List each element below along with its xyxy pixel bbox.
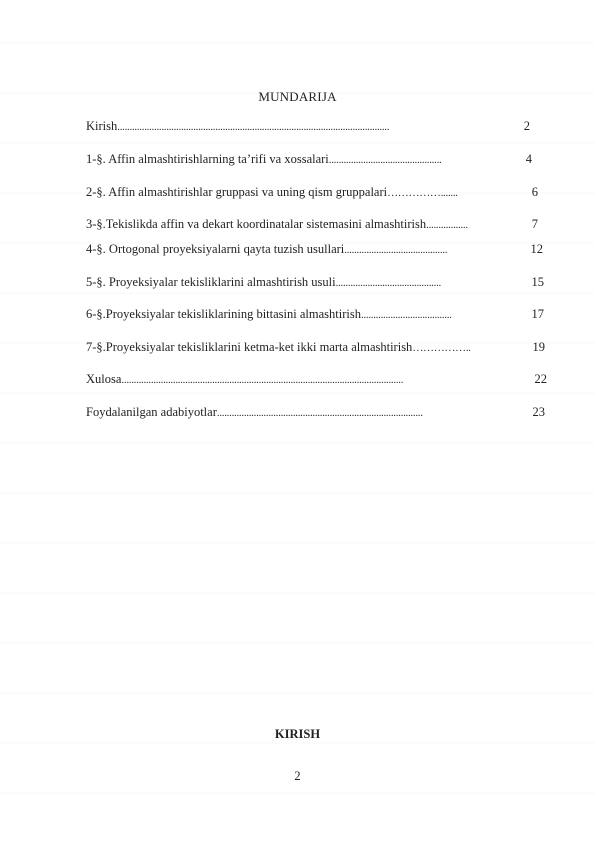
toc-entry-title: 3-§.Tekislikda affin va dekart koordinatalar sistemasini almashtirish	[86, 217, 427, 231]
toc-leader-dots: ....................................................................................	[216, 407, 423, 419]
page-number: 2	[294, 769, 301, 783]
toc-entry-title: 2-§. Affin almashtirishlar gruppasi va uning qism gruppalari	[86, 185, 388, 199]
toc-entry[interactable]	[86, 242, 543, 260]
toc-entry-title: 6-§.Proyeksiyalar tekisliklarining bittasini almashtirish	[86, 307, 361, 321]
toc-leader-dots: ...........................................	[335, 277, 441, 289]
toc-entry-title: Xulosa	[86, 372, 122, 386]
toc-leader-dots: …………….......	[387, 187, 458, 199]
toc-entry[interactable]	[86, 307, 544, 325]
toc-entry-page: 4	[525, 152, 532, 166]
toc-leader-dots: .....................................	[360, 309, 452, 321]
toc-entry-title: 4-§. Ortogonal proyeksiyalarni qayta tuzish usullari	[86, 242, 345, 256]
toc-entry-page: 6	[531, 185, 538, 199]
toc-entry[interactable]	[86, 372, 547, 390]
toc-entry-page: 7	[531, 217, 538, 231]
toc-entry[interactable]	[86, 185, 538, 203]
toc-entry-page: 17	[531, 307, 544, 321]
toc-entry-title: 5-§. Proyeksiyalar tekisliklarini almashtirish usuli	[86, 275, 336, 289]
toc-leader-dots: .................	[426, 219, 468, 231]
toc-entry[interactable]	[86, 217, 538, 235]
section-heading: KIRISH	[274, 727, 321, 741]
toc-leader-dots: ...............................................................................................................	[117, 121, 390, 133]
toc-leader-dots: ..........................................	[344, 244, 448, 256]
toc-entry[interactable]	[86, 340, 545, 358]
toc-leader-dots: ...................................................................................................................	[121, 374, 404, 386]
toc-entry-page: 22	[534, 372, 547, 386]
toc-entry-page: 23	[532, 405, 545, 419]
toc-entry-page: 2	[523, 119, 530, 133]
toc-leader-dots: ……………..	[412, 342, 471, 354]
toc-entry-title: 1-§. Affin almashtirishlarning ta’rifi va xossalari	[86, 152, 329, 166]
toc-entry-page: 19	[532, 340, 545, 354]
toc-entry-page: 15	[531, 275, 544, 289]
toc-entry-page: 12	[530, 242, 543, 256]
toc-leader-dots: ..............................................	[328, 154, 442, 166]
toc-entry[interactable]	[86, 119, 530, 137]
toc-entry[interactable]	[86, 152, 532, 170]
page-title: MUNDARIJA	[258, 89, 337, 104]
toc-entry-title: Kirish	[86, 119, 118, 133]
toc-entry[interactable]	[86, 275, 544, 293]
toc-entry-title: 7-§.Proyeksiyalar tekisliklarini ketma-ket ikki marta almashtirish	[86, 340, 413, 354]
toc-entry-title: Foydalanilgan adabiyotlar	[86, 405, 217, 419]
toc-entry[interactable]	[86, 405, 545, 423]
